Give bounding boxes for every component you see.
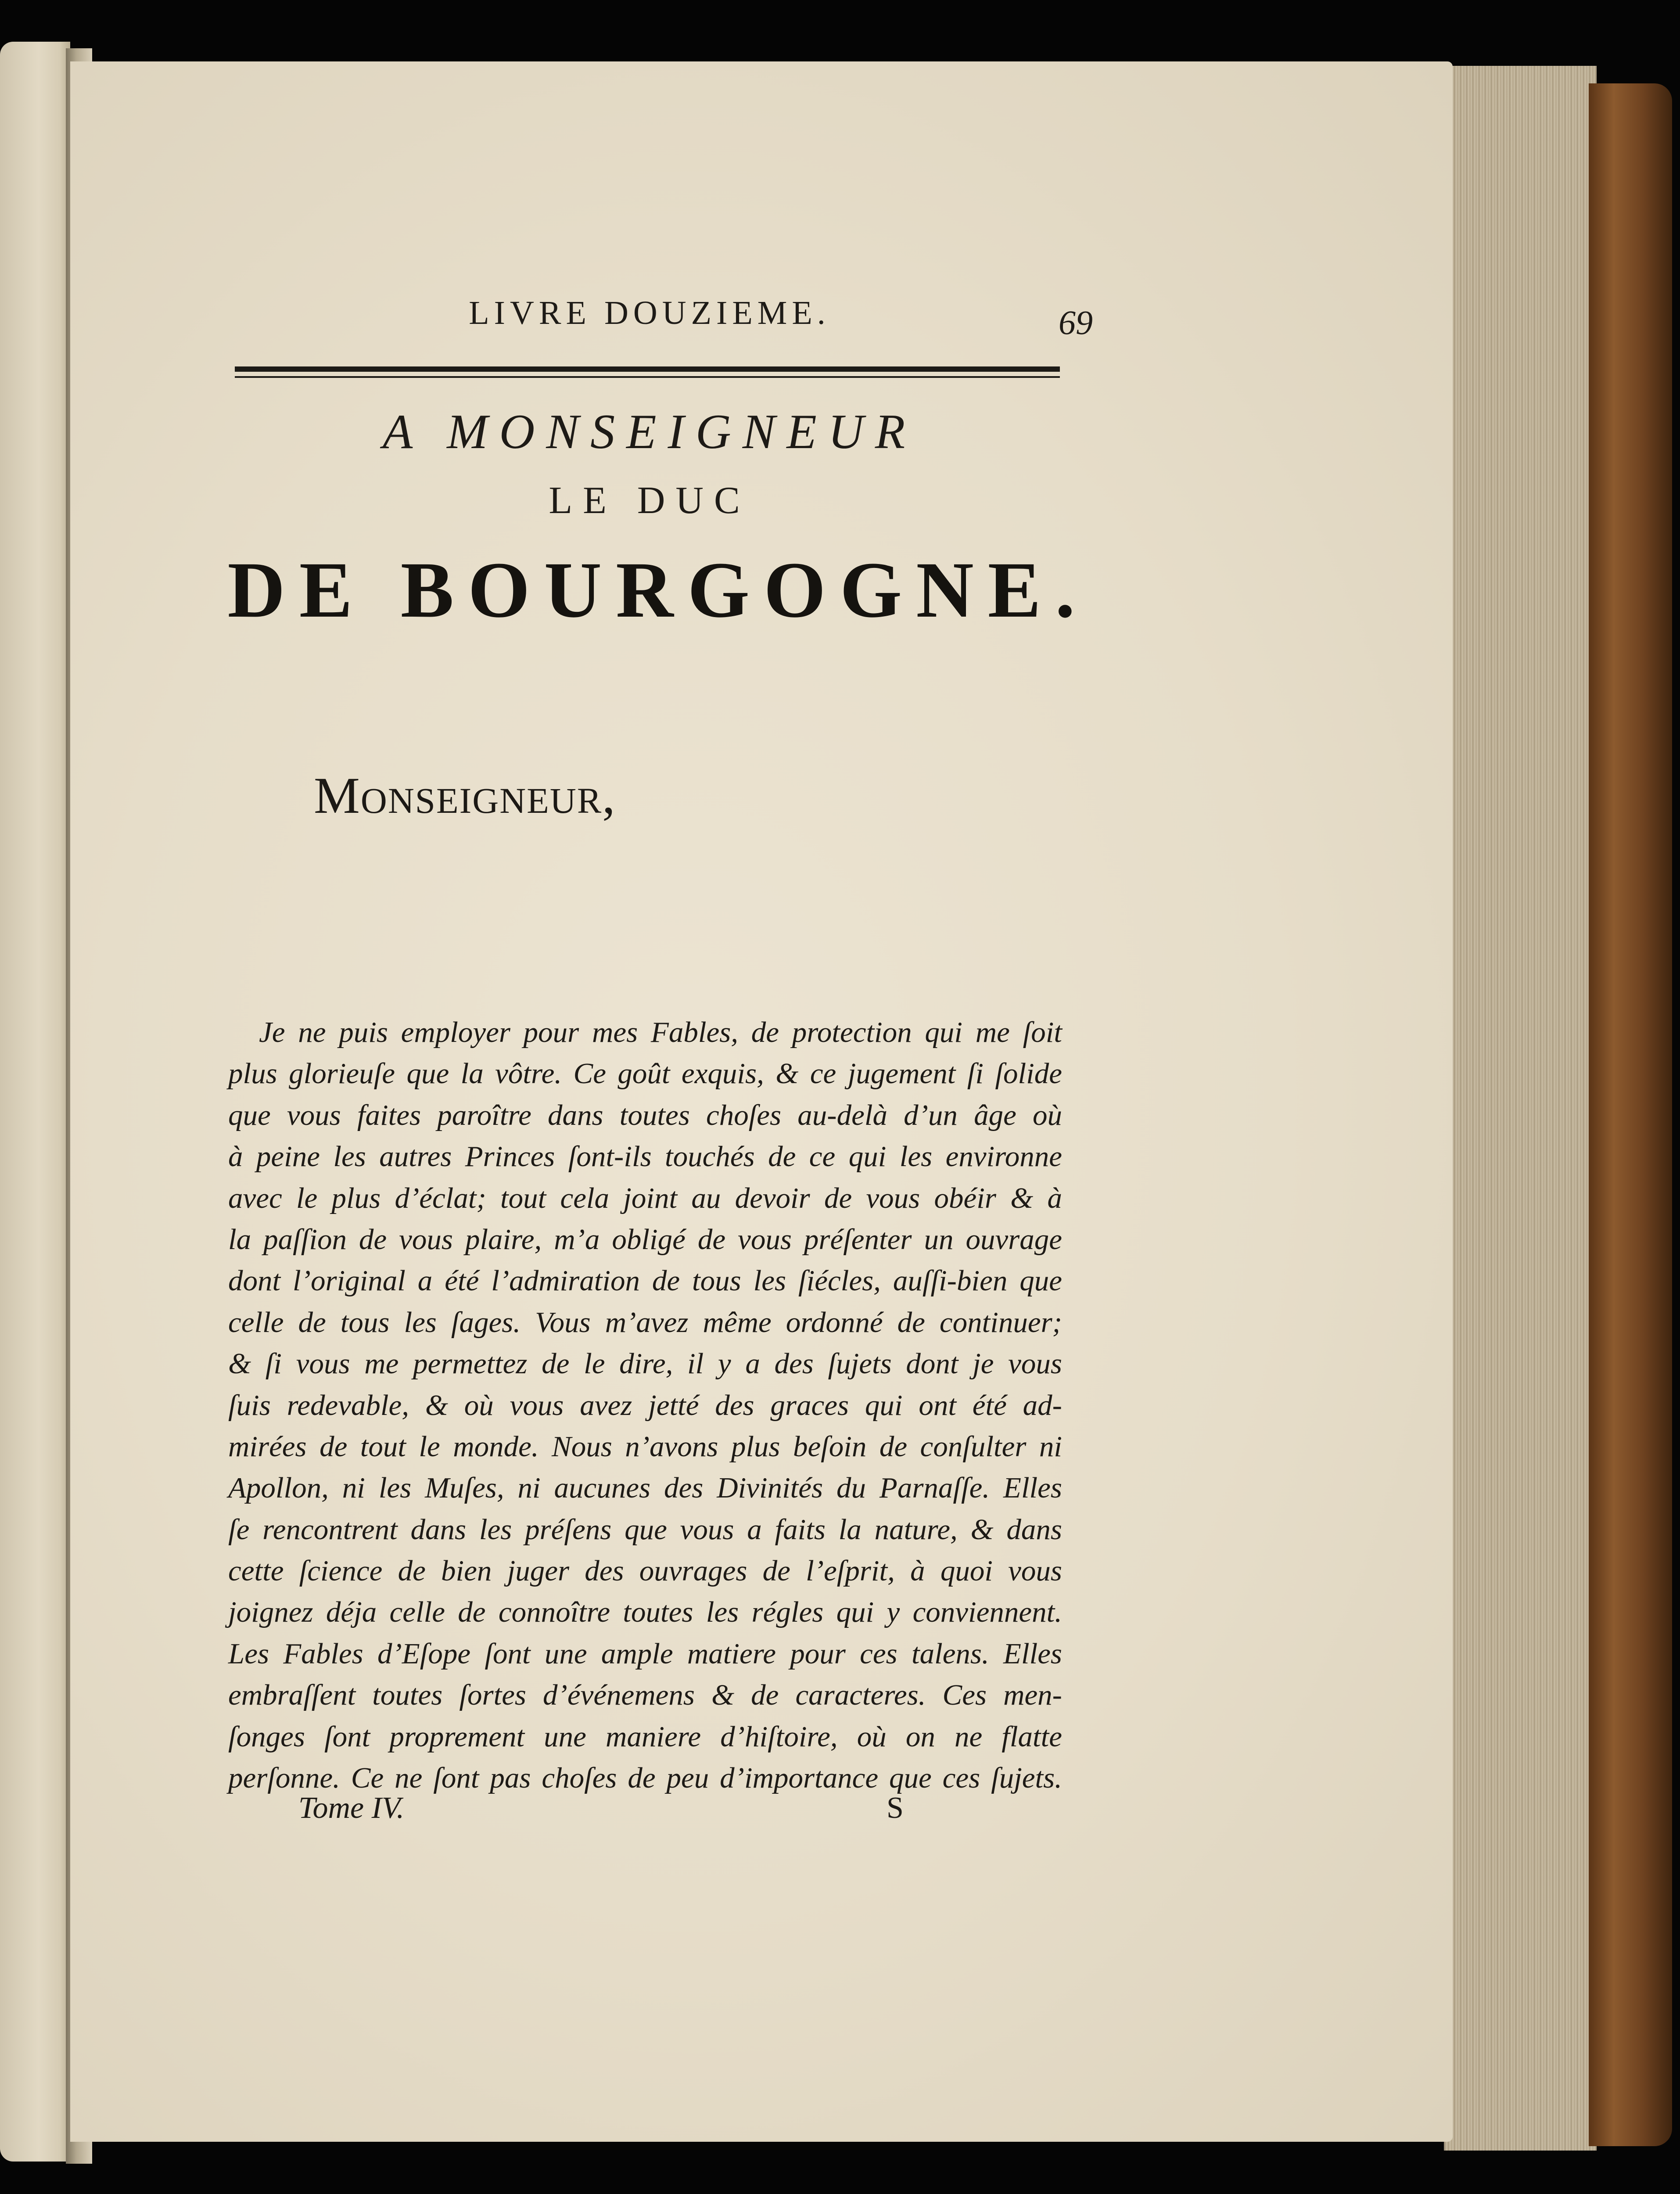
body-line: & ſi vous me permettez de le dire, il y a des ſujets dont je vous [228, 1347, 1062, 1380]
running-head-title: LIVRE DOUZIEME. [469, 294, 830, 331]
leather-cover [1589, 83, 1672, 2146]
signature-mark: S [887, 1791, 904, 1825]
dedication-title-line3: DE BOURGOGNE. [227, 546, 1089, 634]
body-line: joignez déja celle de connoître toutes les régles qui y conviennent. [228, 1596, 1062, 1629]
page-number: 69 [1059, 303, 1093, 341]
body-line: celle de tous les ſages. Vous m’avez même ordonné de continuer; [228, 1306, 1062, 1339]
body-line: plus glorieuſe que la vôtre. Ce goût exquis, & ce jugement ſi ſolide [228, 1057, 1062, 1090]
dedication-body [228, 1012, 1062, 1799]
body-line: cette ſcience de bien juger des ouvrages de l’eſprit, à quoi vous [228, 1555, 1062, 1587]
body-line: à peine les autres Princes ſont-ils touchés de ce qui les environne [228, 1140, 1062, 1173]
page-block-fore-edge [1444, 66, 1597, 2151]
header-rule-thin [235, 376, 1060, 378]
body-line: ſonges ſont proprement une maniere d’hiſtoire, où on ne flatte [228, 1720, 1062, 1753]
dedication-title-line2: LE DUC [549, 479, 750, 522]
body-line: ſe rencontrent dans les préſens que vous a faits la nature, & dans [228, 1513, 1062, 1546]
salutation: Monseigneur, [314, 767, 616, 824]
left-page-edge [0, 42, 70, 2162]
body-line: Les Fables d’Eſope ſont une ample matiere pour ces talens. Elles [228, 1637, 1062, 1670]
body-line: perſonne. Ce ne ſont pas choſes de peu d’importance que ces ſujets. [228, 1762, 1062, 1795]
body-line: avec le plus d’éclat; tout cela joint au devoir de vous obéir & à [228, 1181, 1062, 1214]
body-line: Je ne puis employer pour mes Fables, de protection qui me ſoit [259, 1016, 1062, 1049]
body-line: embraſſent toutes ſortes d’événemens & de caracteres. Ces men- [228, 1679, 1062, 1712]
body-line: ſuis redevable, & où vous avez jetté des graces qui ont été ad- [228, 1389, 1062, 1422]
body-line: mirées de tout le monde. Nous n’avons plus beſoin de conſulter ni [228, 1430, 1062, 1463]
body-line: Apollon, ni les Muſes, ni aucunes des Divinités du Parnaſſe. Elles [228, 1472, 1062, 1505]
body-line: la paſſion de vous plaire, m’a obligé de vous préſenter un ouvrage [228, 1223, 1062, 1256]
body-line: dont l’original a été l’admiration de tous les ſiécles, auſſi-bien que [228, 1264, 1062, 1297]
body-line: que vous faites paroître dans toutes choſes au-delà d’un âge où [228, 1099, 1062, 1131]
dedication-title-line1: A MONSEIGNEUR [382, 405, 917, 459]
volume-catchword: Tome IV. [298, 1791, 405, 1825]
header-rule-thick [235, 366, 1060, 372]
